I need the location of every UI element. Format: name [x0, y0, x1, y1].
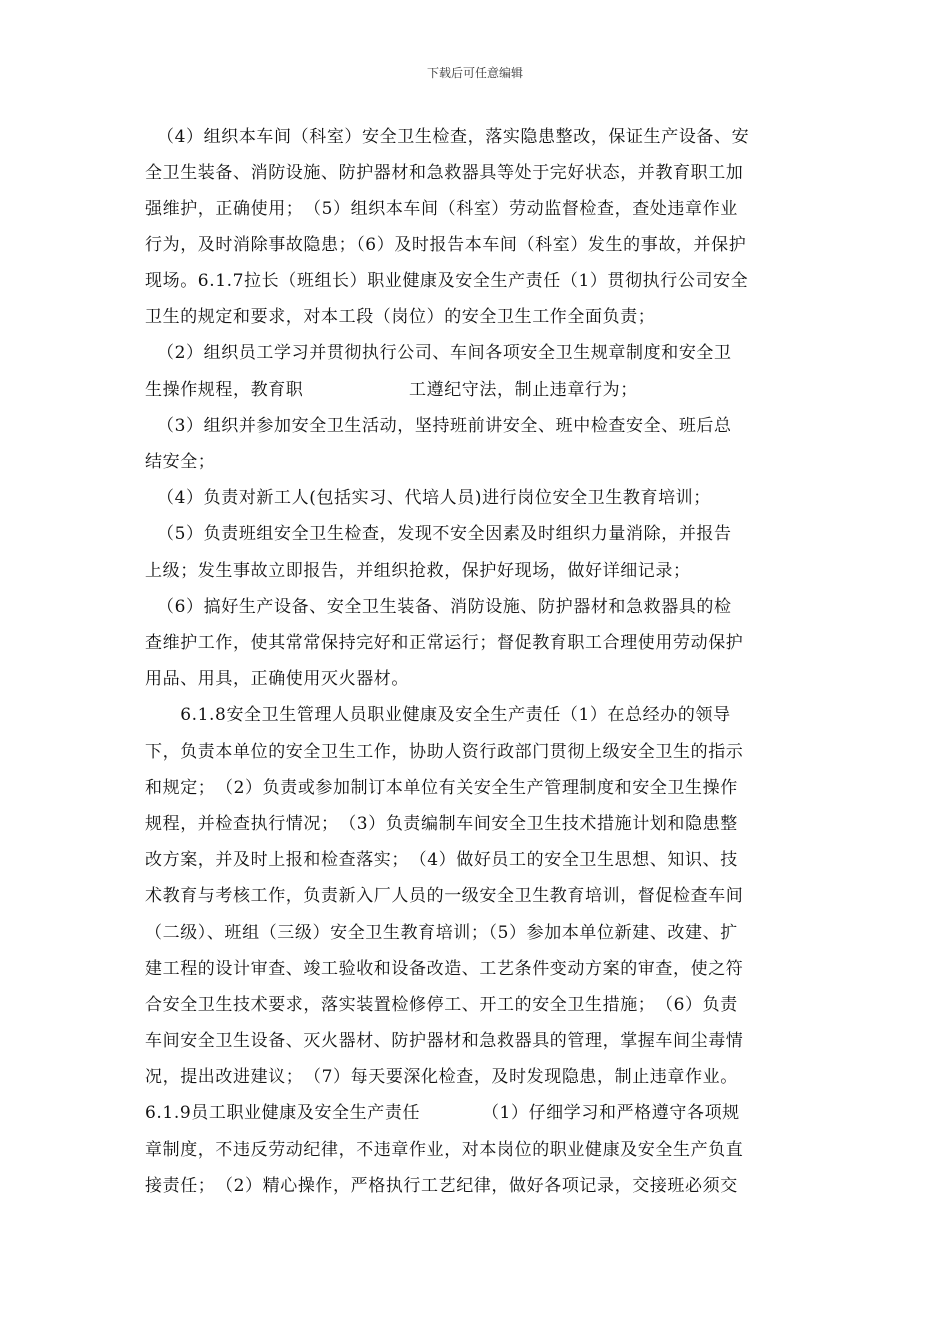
- text-line: 6.1.8安全卫生管理人员职业健康及安全生产责任（1）在总经办的领导: [145, 705, 731, 725]
- text-line: 合安全卫生技术要求，落实装置检修停工、开工的安全卫生措施； （6）负责: [145, 995, 738, 1015]
- text-line: 用品、用具，正确使用灭火器材。: [145, 669, 409, 689]
- text-line: 术教育与考核工作，负责新入厂人员的一级安全卫生教育培训，督促检查车间: [145, 886, 744, 906]
- text-line: （2）组织员工学习并贯彻执行公司、车间各项安全卫生规章制度和安全卫: [145, 343, 732, 363]
- text-line: （6）搞好生产设备、安全卫生装备、消防设施、防护器材和急救器具的检: [145, 597, 732, 617]
- text-line: 强维护，正确使用； （5）组织本车间（科室）劳动监督检查，查处违章作业: [145, 199, 738, 219]
- text-line: 章制度，不违反劳动纪律，不违章作业，对本岗位的职业健康及安全生产负直: [145, 1140, 744, 1160]
- text-line: 下，负责本单位的安全卫生工作，协助人资行政部门贯彻上级安全卫生的指示: [145, 742, 744, 762]
- text-line: 车间安全卫生设备、灭火器材、防护器材和急救器具的管理，掌握车间尘毒情: [145, 1031, 744, 1051]
- text-line: （二级）、班组（三级）安全卫生教育培训；（5）参加本单位新建、改建、扩: [145, 923, 738, 943]
- text-line: 接责任； （2）精心操作，严格执行工艺纪律，做好各项记录，交接班必须交: [145, 1176, 738, 1196]
- text-line: 改方案，并及时上报和检查落实； （4）做好员工的安全卫生思想、知识、技: [145, 850, 738, 870]
- text-line: 况，提出改进建议； （7）每天要深化检查，及时发现隐患，制止违章作业。: [145, 1067, 738, 1087]
- text-line: 上级；发生事故立即报告，并组织抢救，保护好现场，做好详细记录；: [145, 561, 691, 581]
- page-header: 下载后可任意编辑: [426, 66, 523, 80]
- text-line: （3）组织并参加安全卫生活动，坚持班前讲安全、班中检查安全、班后总: [145, 416, 732, 436]
- text-line: 结安全；: [145, 452, 216, 472]
- text-line: 和规定； （2）负责或参加制订本单位有关安全生产管理制度和安全卫生操作: [145, 778, 738, 798]
- text-line: 建工程的设计审查、竣工验收和设备改造、工艺条件变动方案的审查，使之符: [145, 959, 744, 979]
- text-line: 卫生的规定和要求，对本工段（岗位）的安全卫生工作全面负责；: [145, 307, 656, 327]
- text-line: 全卫生装备、消防设施、防护器材和急救器具等处于完好状态，并教育职工加: [145, 163, 744, 183]
- text-line: 6.1.9员工职业健康及安全生产责任 （1）仔细学习和严格遵守各项规: [145, 1103, 740, 1123]
- text-line: 查维护工作，使其常常保持完好和正常运行；督促教育职工合理使用劳动保护: [145, 633, 744, 653]
- text-line: （4）负责对新工人(包括实习、代培人员)进行岗位安全卫生教育培训；: [145, 488, 711, 508]
- text-line: 规程，并检查执行情况； （3）负责编制车间安全卫生技术措施计划和隐患整: [145, 814, 738, 834]
- text-line: 现场。6.1.7拉长（班组长）职业健康及安全生产责任（1）贯彻执行公司安全: [145, 271, 749, 291]
- text-line: （4）组织本车间（科室）安全卫生检查，落实隐患整改，保证生产设备、安: [145, 127, 750, 147]
- text-line: 行为，及时消除事故隐患；（6）及时报告本车间（科室）发生的事故，并保护: [145, 235, 747, 255]
- text-line: （5）负责班组安全卫生检查，发现不安全因素及时组织力量消除，并报告: [145, 524, 732, 544]
- text-line: 生操作规程，教育职 工遵纪守法，制止违章行为；: [145, 380, 638, 400]
